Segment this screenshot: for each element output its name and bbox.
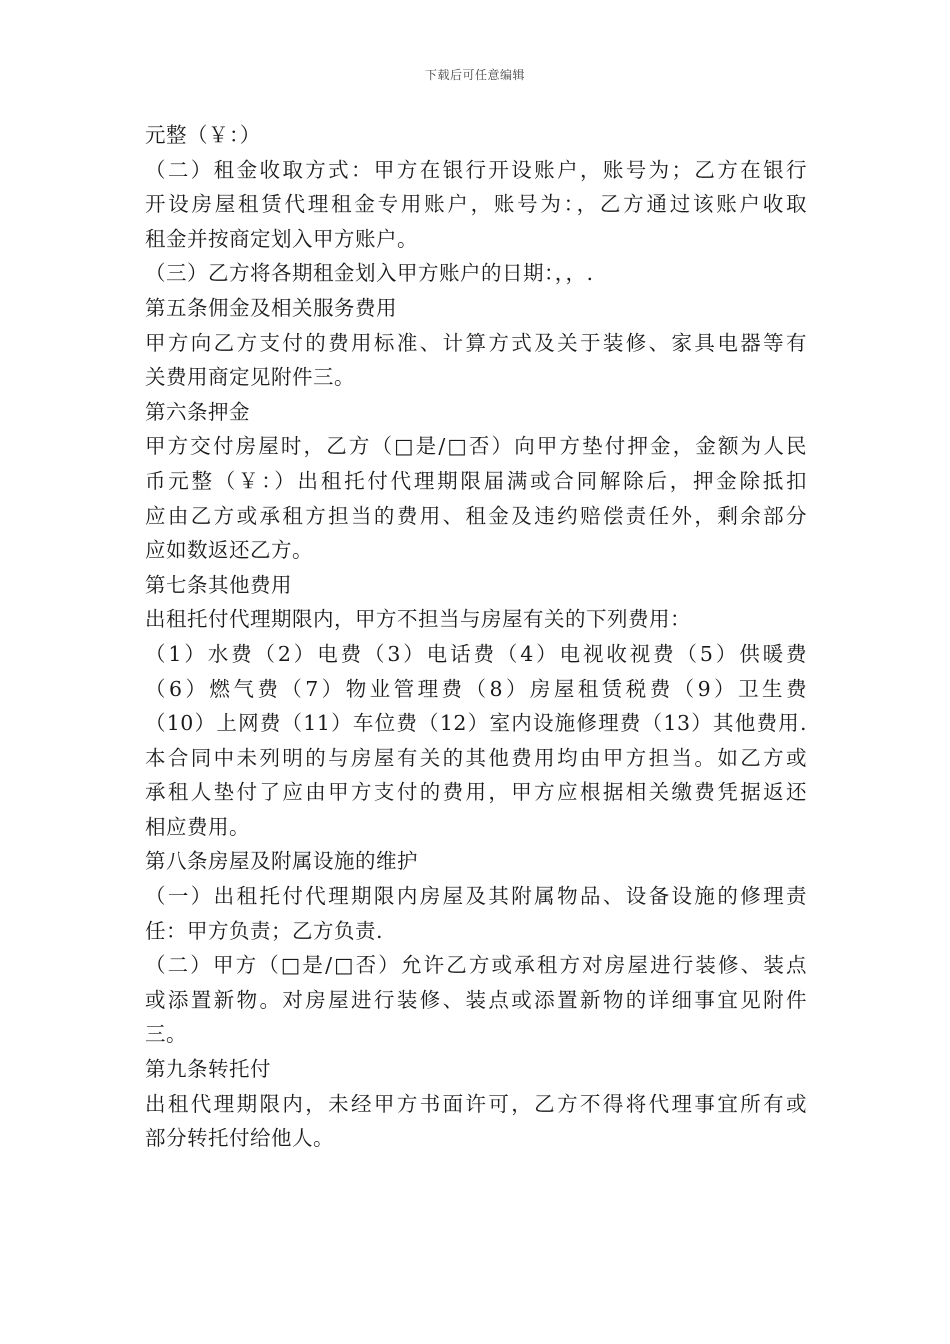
document-line: 租金并按商定划入甲方账户。 bbox=[145, 226, 418, 251]
document-line: 承租人垫付了应由甲方支付的费用，甲方应根据相关缴费凭据返还 bbox=[145, 780, 807, 805]
document-line: 相应费用。 bbox=[145, 814, 250, 839]
document-line: 或添置新物。对房屋进行装修、装点或添置新物的详细事宜见附件 bbox=[145, 987, 807, 1012]
document-line: （三）乙方将各期租金划入甲方账户的日期：，，. bbox=[145, 261, 594, 286]
document-line: （6）燃气费（7）物业管理费（8）房屋租赁税费（9）卫生费 bbox=[145, 676, 807, 701]
page-header-note: 下载后可任意编辑 bbox=[424, 68, 525, 82]
document-line: 应由乙方或承租方担当的费用、租金及违约赔偿责任外，剩余部分 bbox=[145, 503, 807, 528]
document-line: 第九条转托付 bbox=[145, 1057, 271, 1082]
document-line: （10）上网费（11）车位费（12）室内设施修理费（13）其他费用. bbox=[145, 711, 807, 736]
document-line: 三。 bbox=[145, 1022, 187, 1047]
document-line: 出租托付代理期限内，甲方不担当与房屋有关的下列费用： bbox=[145, 607, 691, 632]
document-line: 甲方向乙方支付的费用标准、计算方式及关于装修、家具电器等有 bbox=[145, 330, 807, 355]
document-line: 第八条房屋及附属设施的维护 bbox=[145, 849, 418, 874]
document-line: 第七条其他费用 bbox=[145, 572, 292, 597]
document-line: （1）水费（2）电费（3）电话费（4）电视收视费（5）供暖费 bbox=[145, 641, 807, 666]
document-line: 元整（￥：） bbox=[145, 123, 261, 147]
document-line: （二）甲方（□是/□否）允许乙方或承租方对房屋进行装修、装点 bbox=[145, 953, 807, 978]
document-line: （二）租金收取方式：甲方在银行开设账户，账号为；乙方在银行 bbox=[145, 157, 807, 182]
document-line: 第六条押金 bbox=[145, 399, 250, 424]
document-line: 部分转托付给他人。 bbox=[145, 1126, 334, 1151]
document-line: 甲方交付房屋时，乙方（□是/□否）向甲方垫付押金，金额为人民 bbox=[145, 434, 807, 459]
document-line: 第五条佣金及相关服务费用 bbox=[145, 295, 397, 320]
document-line: 开设房屋租赁代理租金专用账户，账号为：，乙方通过该账户收取 bbox=[145, 192, 807, 217]
document-line: 关费用商定见附件三。 bbox=[145, 365, 355, 390]
document-line: 币元整（￥：）出租托付代理期限届满或合同解除后，押金除抵扣 bbox=[145, 468, 807, 493]
document-line: 本合同中未列明的与房屋有关的其他费用均由甲方担当。如乙方或 bbox=[145, 745, 807, 770]
document-body bbox=[145, 118, 807, 1156]
document-line: 任：甲方负责；乙方负责. bbox=[145, 918, 384, 943]
document-line: （一）出租托付代理期限内房屋及其附属物品、设备设施的修理责 bbox=[145, 884, 807, 909]
document-line: 出租代理期限内，未经甲方书面许可，乙方不得将代理事宜所有或 bbox=[145, 1091, 807, 1116]
document-line: 应如数返还乙方。 bbox=[145, 538, 313, 563]
